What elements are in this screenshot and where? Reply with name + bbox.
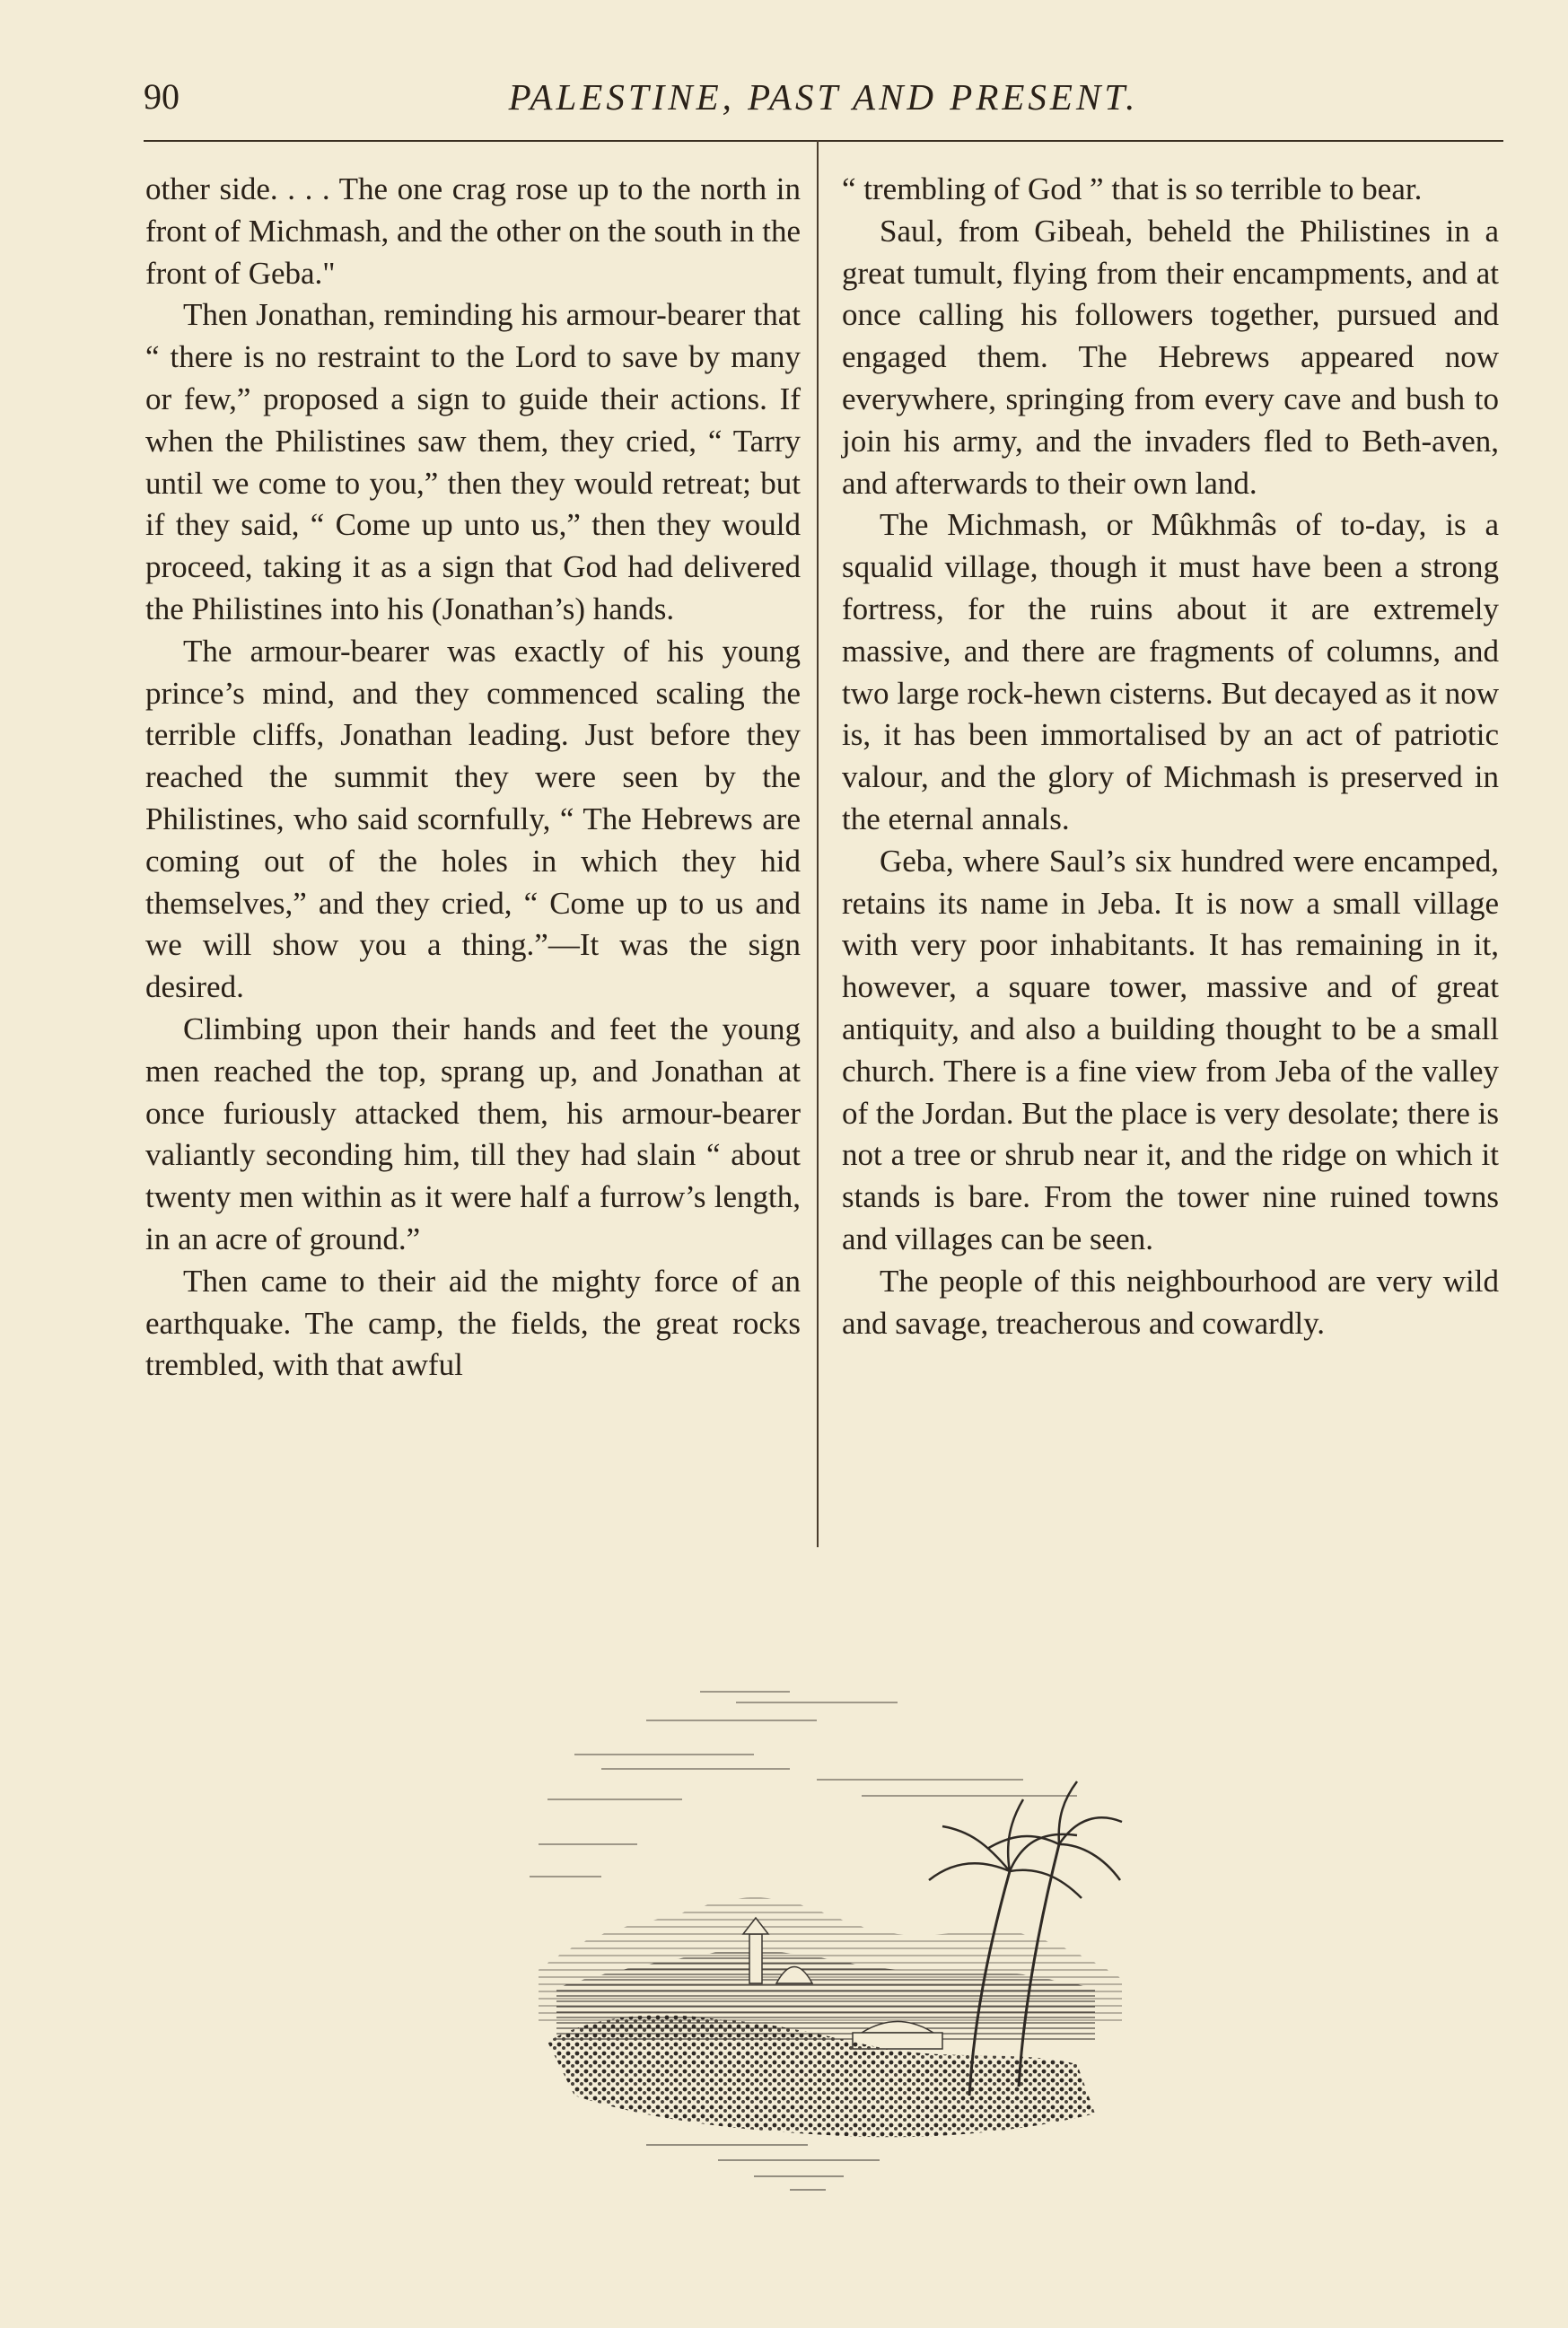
paragraph: other side. . . . The one crag rose up to the north in front of Michmash, and the other on the south in the front of Geba." xyxy=(145,171,801,291)
running-title: PALESTINE, PAST AND PRESENT. xyxy=(508,76,1139,118)
column-divider xyxy=(817,140,819,1547)
paragraph: The armour-bearer was exactly of his young prince’s mind, and they commenced scaling the terrible cliffs, Jonathan leading. Just before they reached the summit they were seen by the Philistines, who said scornfully, “ The Hebrews are coming out of the holes in which they hid themselves,” and they cried, “ Come up to us and we will show you a thing.”—It was the sign desired. xyxy=(145,633,801,1005)
right-column xyxy=(842,169,1499,1344)
paragraph: The Michmash, or Mûkhmâs of to-day, is a squalid village, though it must have been a strong fortress, for the ruins about it are extremely massive, and there are fragments of columns, and two large rock-hewn cisterns. But decayed as it now is, it has been immortalised by an act of patriotic valour, and the glory of Michmash is preserved in the eternal annals. xyxy=(842,507,1499,836)
page-number: 90 xyxy=(144,76,180,117)
paragraph: Climbing upon their hands and feet the young men reached the top, sprang up, and Jonathan at once furiously attacked them, his armour-bearer valiantly seconding him, till they had slain “ about twenty men within as it were half a furrow’s length, in an acre of ground.” xyxy=(145,1011,801,1256)
header-rule xyxy=(144,140,1503,142)
paragraph: The people of this neighbourhood are very wild and savage, treacherous and cowardly. xyxy=(842,1263,1499,1341)
paragraph: Then Jonathan, reminding his armour-bearer that “ there is no restraint to the Lord to save by many or few,” proposed a sign to guide their actions. If when the Philistines saw them, they cried, “ Tarry until we come to you,” then they would retreat; but if they said, “ Come up unto us,” then they would proceed, taking it as a sign that God had delivered the Philistines into his (Jonathan’s) hands. xyxy=(145,297,801,626)
paragraph: “ trembling of God ” that is so terrible to bear. xyxy=(842,171,1423,206)
landscape-illustration xyxy=(521,1665,1131,2203)
paragraph: Geba, where Saul’s six hundred were encamped, retains its name in Jeba. It is now a small village with very poor inhabitants. It has remaining in it, however, a square tower, massive and of great antiquity, and also a building thought to be a small church. There is a fine view from Jeba of the valley of the Jordan. But the place is very desolate; there is not a tree or shrub near it, and the ridge on which it stands is bare. From the tower nine ruined towns and villages can be seen. xyxy=(842,843,1499,1256)
page-header xyxy=(144,70,1503,124)
engraved-landscape-vignette-icon xyxy=(521,1665,1131,2203)
paragraph: Saul, from Gibeah, beheld the Philistines in a great tumult, flying from their encampments, and at once calling his followers together, pursued and engaged them. The Hebrews appeared now everywhere, springing from every cave and bush to join his army, and the invaders fled to Beth-aven, and afterwards to their own land. xyxy=(842,213,1499,501)
paragraph: Then came to their aid the mighty force of an earthquake. The camp, the fields, the great rocks trembled, with that awful xyxy=(145,1263,801,1383)
left-column xyxy=(145,169,801,1387)
